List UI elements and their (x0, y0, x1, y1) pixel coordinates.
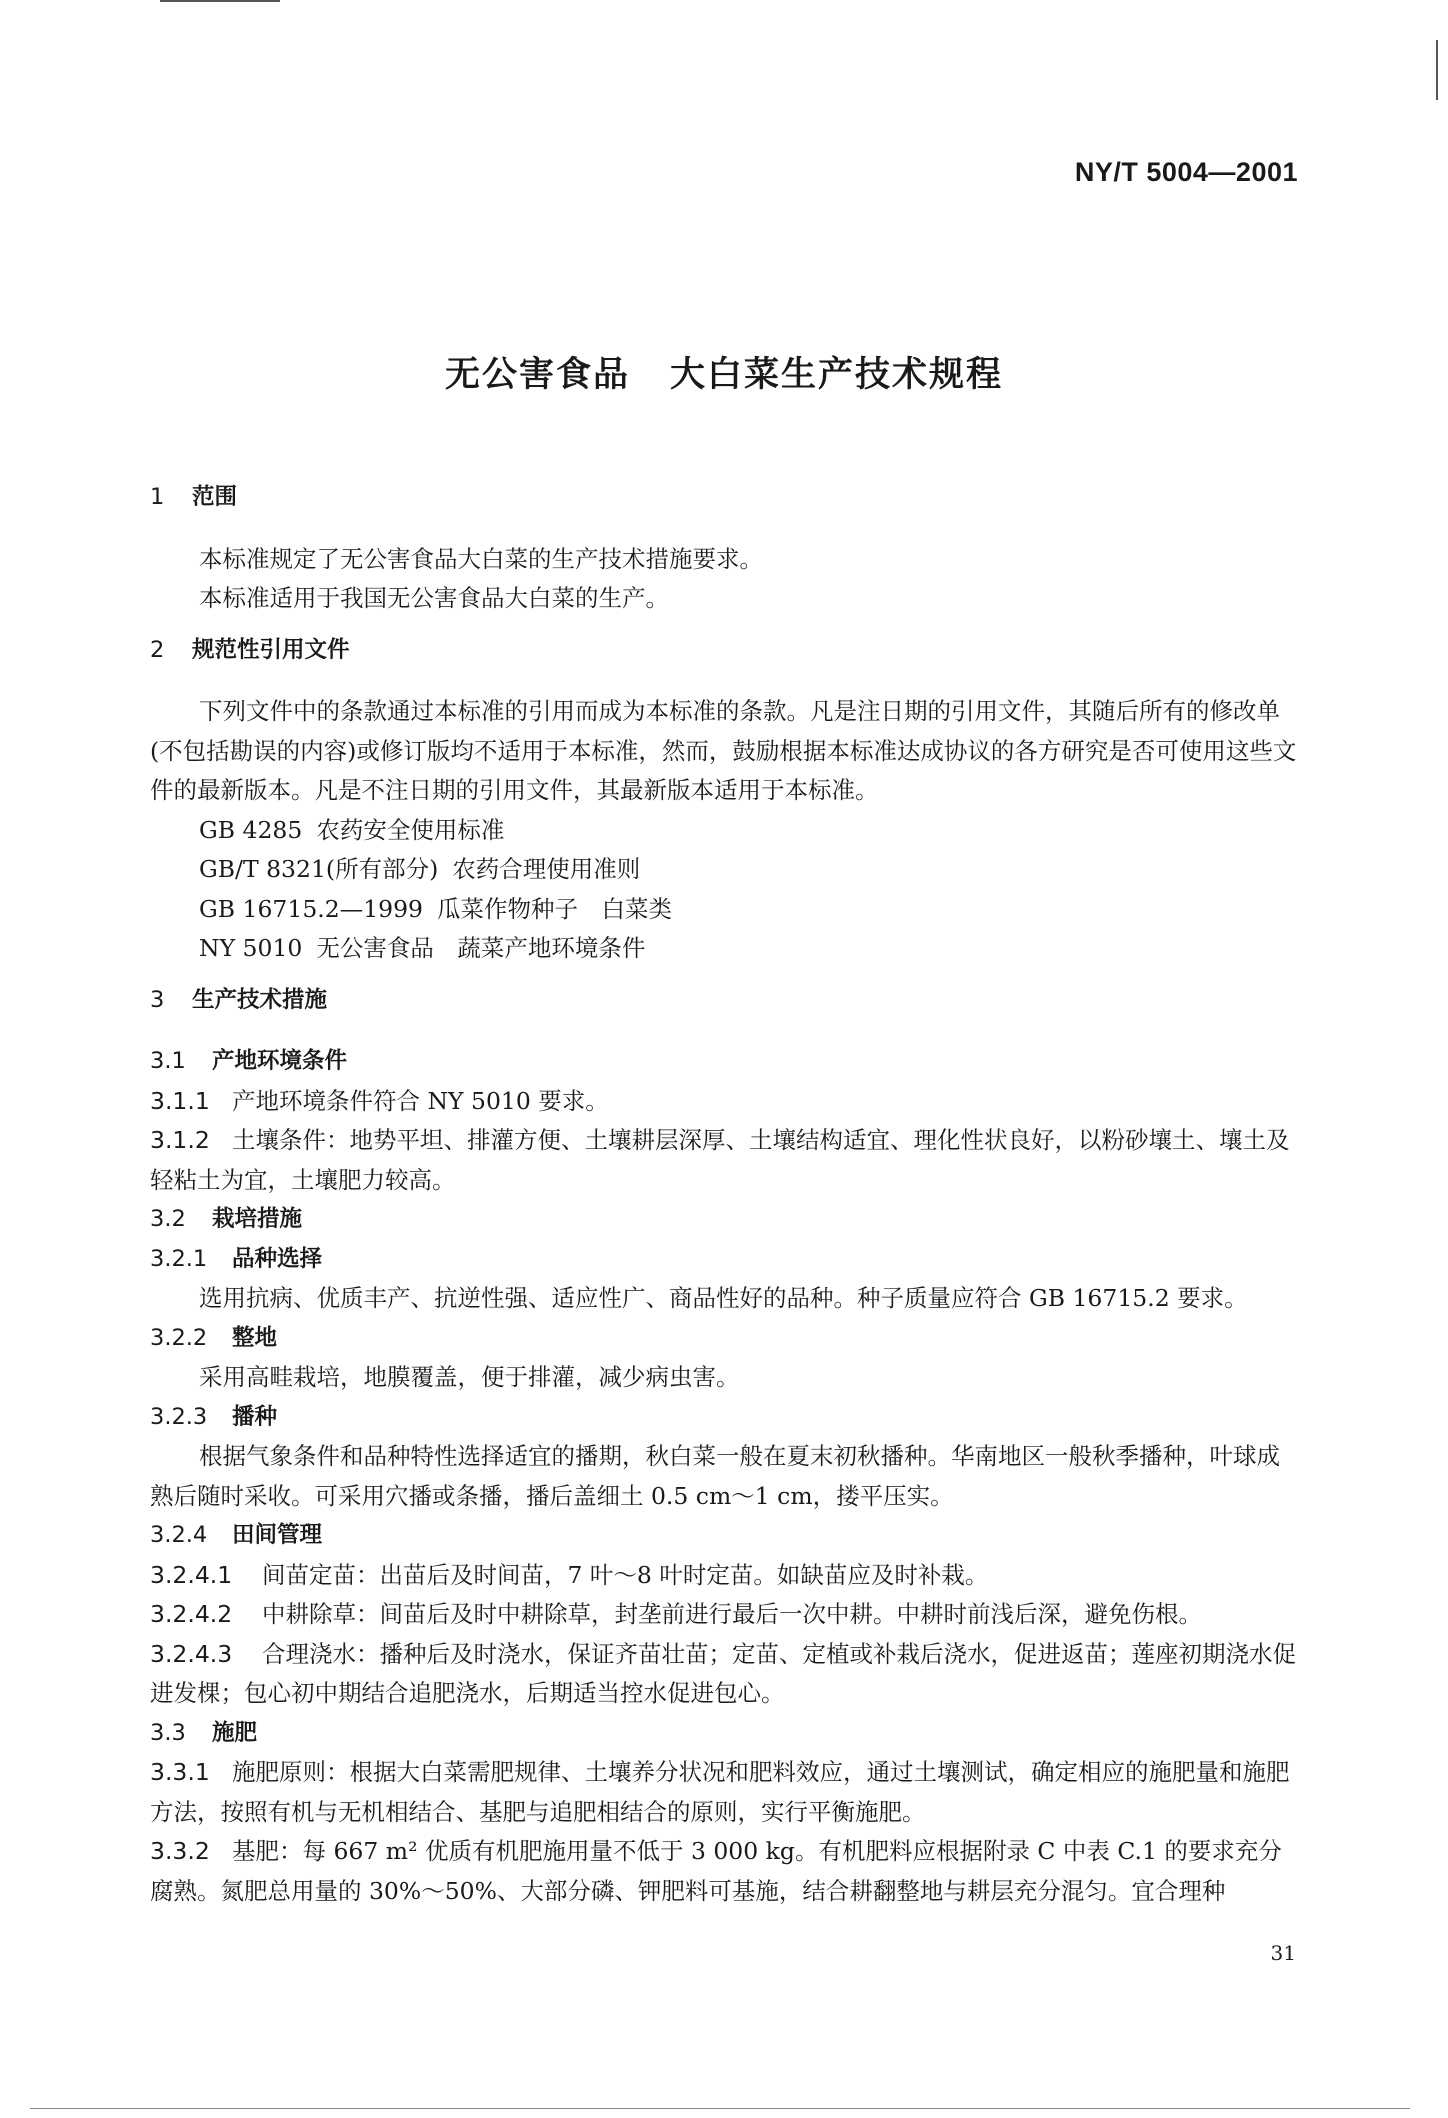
section-3-2-3-text: 根据气象条件和品种特性选择适宜的播期，秋白菜一般在夏末初秋播种。华南地区一般秋季播种，叶球成熟后随时采收。可采用穴播或条播，播后盖细土 0.5 cm～1 cm，搂平压实。 (150, 1442, 1280, 1510)
section-3-2-3-heading (150, 1398, 1300, 1438)
clause-text: 基肥：每 667 m² 优质有机肥施用量不低于 3 000 kg。有机肥料应根据附录 C 中表 C.1 的要求充分腐熟。氮肥总用量的 30%～50%、大部分磷、钾肥料可基施，结合耕翻整地与耕层充分混匀。宜合理种 (150, 1837, 1282, 1905)
clause-text: 施肥原则：根据大白菜需肥规律、土壤养分状况和肥料效应，通过土壤测试，确定相应的施肥量和施肥方法，按照有机与无机相结合、基肥与追肥相结合的原则，实行平衡施肥。 (150, 1758, 1290, 1826)
reference-name: 无公害食品 蔬菜产地环境条件 (316, 934, 646, 962)
section-3-3-heading (150, 1714, 1300, 1754)
reference-name: 瓜菜作物种子 白菜类 (437, 894, 672, 923)
clause-text: 合理浇水：播种后及时浇水，保证齐苗壮苗；定苗、定植或补栽后浇水，促进返苗；莲座初期浇水促进发棵；包心初中期结合追肥浇水，后期适当控水促进包心。 (150, 1639, 1296, 1707)
section-title: 规范性引用文件 (192, 636, 350, 663)
clause-number: 3.1.2 (150, 1126, 210, 1154)
section-number: 3.2.2 (150, 1324, 208, 1351)
document-title (0, 347, 1448, 397)
reference-code: NY 5010 (199, 934, 303, 962)
section-title: 田间管理 (232, 1522, 323, 1548)
clause-3-3-1 (150, 1753, 1300, 1832)
clause-text: 产地环境条件符合 NY 5010 要求。 (232, 1086, 609, 1115)
clause-number: 3.2.4.1 (150, 1560, 233, 1589)
scan-edge-bottom (30, 2108, 1410, 2109)
scan-edge-right (1436, 40, 1438, 100)
clause-number: 3.1.1 (150, 1086, 210, 1115)
section-1-paragraph-2: 本标准适用于我国无公害食品大白菜的生产。 (199, 584, 669, 612)
clause-3-1-1 (150, 1082, 1300, 1122)
document-body (150, 478, 1300, 1911)
reference-name: 农药合理使用准则 (452, 855, 641, 883)
section-title: 品种选择 (232, 1245, 323, 1272)
reference-code: GB/T 8321(所有部分) (199, 855, 439, 883)
clause-text: 土壤条件：地势平坦、排灌方便、土壤耕层深厚、土壤结构适宜、理化性状良好，以粉砂壤土、壤土及轻粘土为宜，土壤肥力较高。 (150, 1126, 1290, 1194)
section-number: 3.2.4 (150, 1522, 208, 1548)
clause-3-2-4-1 (150, 1556, 1300, 1596)
clause-number: 3.2.4.3 (150, 1639, 233, 1668)
section-number: 3 (150, 986, 165, 1013)
section-title: 范围 (192, 484, 238, 510)
clause-3-2-4-2 (150, 1595, 1300, 1635)
title-part-2: 大白菜生产技术规程 (670, 355, 1004, 395)
clause-3-1-2 (150, 1121, 1300, 1200)
reference-item (150, 850, 1300, 890)
section-title: 整地 (232, 1324, 278, 1351)
clause-text: 间苗定苗：出苗后及时间苗，7 叶～8 叶时定苗。如缺苗应及时补栽。 (262, 1560, 989, 1589)
reference-code: GB 16715.2—1999 (199, 894, 423, 923)
section-3-2-2-heading (150, 1319, 1300, 1359)
scan-edge-top (160, 0, 280, 2)
section-title: 生产技术措施 (192, 986, 328, 1013)
section-3-2-1-heading (150, 1240, 1300, 1280)
reference-code: GB 4285 (199, 815, 303, 844)
clause-3-2-4-3 (150, 1635, 1300, 1714)
section-title: 播种 (232, 1403, 278, 1430)
clause-number: 3.3.2 (150, 1837, 210, 1865)
clause-text: 中耕除草：间苗后及时中耕除草，封垄前进行最后一次中耕。中耕时前浅后深，避免伤根。 (262, 1600, 1202, 1628)
section-2-heading (150, 631, 1300, 671)
section-3-2-1-text: 选用抗病、优质丰产、抗逆性强、适应性广、商品性好的品种。种子质量应符合 GB 16715.2 要求。 (199, 1284, 1248, 1312)
clause-number: 3.2.4.2 (150, 1600, 233, 1628)
section-number: 3.2.1 (150, 1245, 208, 1272)
section-3-heading (150, 981, 1300, 1021)
reference-item (150, 811, 1300, 851)
section-1-paragraph-1: 本标准规定了无公害食品大白菜的生产技术措施要求。 (199, 544, 763, 573)
section-number: 3.1 (150, 1048, 186, 1074)
section-2-paragraph: 下列文件中的条款通过本标准的引用而成为本标准的条款。凡是注日期的引用文件，其随后所有的修改单(不包括勘误的内容)或修订版均不适用于本标准，然而，鼓励根据本标准达成协议的各方研究是否可使用这些文件的最新版本。凡是不注日期的引用文件，其最新版本适用于本标准。 (150, 697, 1297, 804)
section-1-heading (150, 478, 1300, 518)
section-3-1-heading (150, 1042, 1300, 1082)
section-number: 1 (150, 484, 165, 510)
section-3-2-heading (150, 1200, 1300, 1240)
section-3-2-2-text: 采用高畦栽培，地膜覆盖，便于排灌，减少病虫害。 (199, 1363, 740, 1391)
reference-name: 农药安全使用标准 (316, 815, 505, 844)
section-title: 产地环境条件 (212, 1048, 348, 1074)
section-title: 施肥 (212, 1719, 258, 1746)
section-number: 2 (150, 636, 165, 663)
clause-number: 3.3.1 (150, 1758, 210, 1786)
section-title: 栽培措施 (212, 1206, 303, 1232)
section-3-2-4-heading (150, 1516, 1300, 1556)
standard-code: NY/T 5004—2001 (1074, 157, 1298, 187)
section-number: 3.2 (150, 1206, 186, 1232)
reference-item (150, 929, 1300, 969)
title-part-1: 无公害食品 (444, 355, 630, 395)
clause-3-3-2 (150, 1832, 1300, 1911)
reference-item (150, 890, 1300, 930)
section-number: 3.2.3 (150, 1403, 208, 1430)
section-number: 3.3 (150, 1719, 186, 1746)
page-number: 31 (1270, 1941, 1296, 1965)
